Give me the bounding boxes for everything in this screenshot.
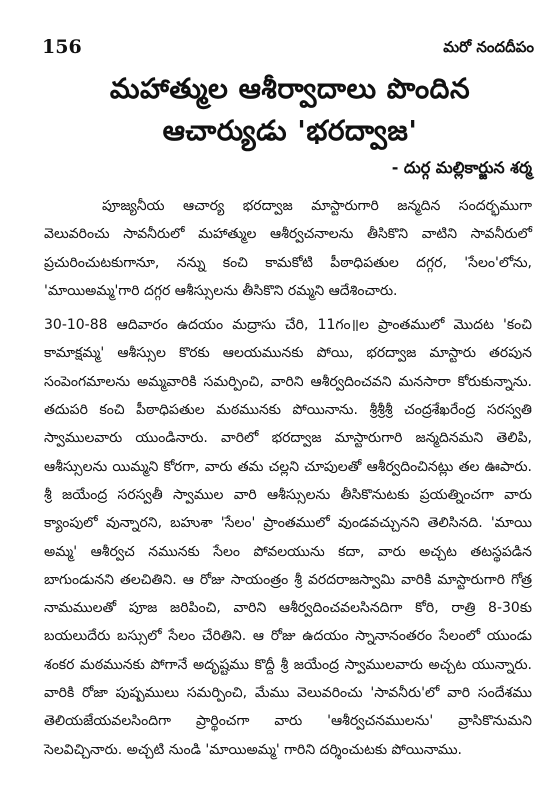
article-body	[44, 192, 532, 764]
article-title-line-1: మహాత్ముల ఆశీర్వాదాలు పొందిన	[109, 72, 471, 105]
paragraph-2: 30-10-88 ఆదివారం ఉదయం మద్రాసు చేరి, 11గం॥ల ప్రాంతములో మొదట 'కంచి కామాక్షమ్మ' ఆశీస్సుల కొరకు ఆలయమునకు పోయి, భరద్వాజ మాస్టారు తరపున సంపెంగమాలను అమ్మవారికి సమర్పించి, వారిని ఆశీర్వదించవని మనసారా కోరుకున్నాను. తదుపరి కంచి పీఠాధిపతుల మఠమునకు పోయినాను. శ్రీశ్రీశ్రీ చంద్రశేఖరేంద్ర సరస్వతి స్వాములవారు యుండినారు. వారిలో భరద్వాజ మాస్టారుగారి జన్మదినమని తెలిపి, ఆశీస్సులను యిమ్మని కోరగా, వారు తమ చల్లని చూపులతో ఆశీర్వదించినట్లు తల ఊపారు. శ్రీ జయేంద్ర సరస్వతీ స్వాముల వారి ఆశీస్సులను తీసికొనుటకు ప్రయత్నించగా వారు క్యాంపులో వున్నారని, బహుశా 'సేలం' ప్రాంతములో వుండవచ్చునని తెలిసినది. 'మాయి అమ్మ' ఆశీర్వచ నమునకు సేలం పోవలయును కదా, వారు అచ్చట తటస్థపడిన బాగుండునని తలచితిని. ఆ రోజు సాయంత్రం శ్రీ వరదరాజస్వామి వారికి మాస్టారుగారి గోత్ర నామములతో పూజ జరిపించి, వారిని ఆశీర్వదించవలసినదిగా కోరి, రాత్రి 8-30కు బయలుదేరు బస్సులో సేలం చేరితిని. ఆ రోజు ఉదయం స్నానానంతరం సేలంలో యుండు శంకర మఠమునకు పోగానే అదృష్టము కొద్దీ శ్రీ జయేంద్ర స్వాములవారు అచ్చట యున్నారు. వారికి రోజా పుష్పములు సమర్పించి, మేము వెలువరించు 'సావనీరు'లో వారి సందేశము తెలియజేయవలసిందిగా ప్రార్థించగా వారు 'ఆశీర్వచనములను' వ్రాసికొనుమని సెలవిచ్చినారు. అచ్చటి నుండి 'మాయిఅమ్మ' గారిని దర్శించుటకు పోయినాము.	[44, 317, 532, 758]
running-head: మరో నందదీపం	[443, 38, 534, 56]
author-byline: - దుర్గ మల్లికార్జున శర్మ	[391, 158, 532, 177]
paragraph-1: పూజ్యనీయ ఆచార్య భరద్వాజ మాస్టారుగారి జన్మదిన సందర్భముగా వెలువరించు సావనీరులో మహాత్ముల ఆశీర్వచనాలను తీసికొని వాటిని సావనీరులో ప్రచురించుటకుగానూ, నన్ను కంచి కామకోటి పీఠాధిపతుల దగ్గర, 'సేలం'లోను, 'మాయిఅమ్మ'గారి దగ్గర ఆశీస్సులను తీసికొని రమ్మని ఆదేశించారు.	[44, 198, 532, 299]
article-title-line-2: ఆచార్యుడు 'భరద్వాజ'	[162, 114, 418, 147]
page-number: 156	[42, 36, 82, 58]
